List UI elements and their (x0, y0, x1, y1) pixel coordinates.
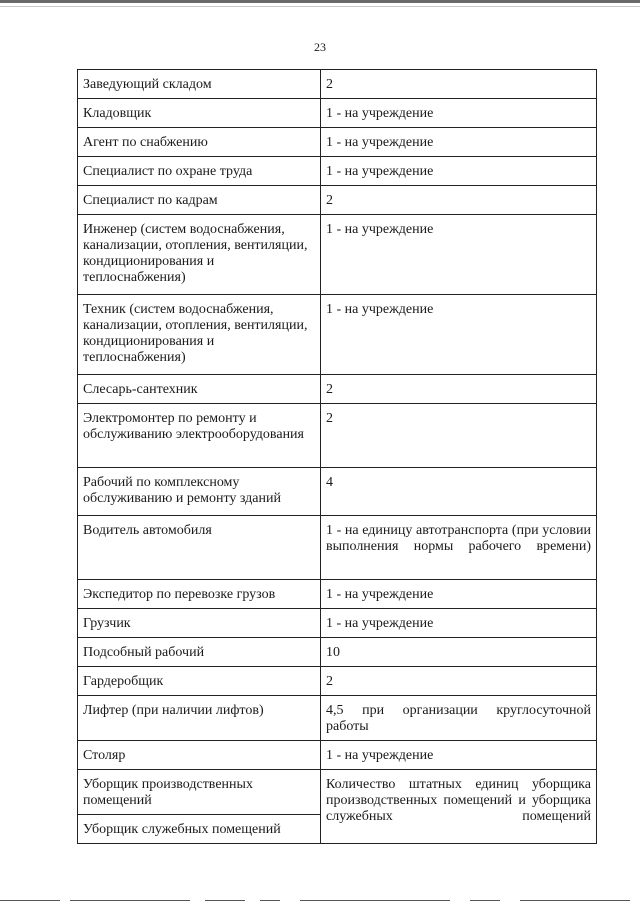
value-cell: 1 - на учреждение (321, 741, 597, 770)
table-row (78, 667, 597, 696)
table-row (78, 128, 597, 157)
position-cell: Подсобный рабочий (78, 638, 321, 667)
table-row (78, 609, 597, 638)
position-cell: Уборщик служебных помещений (78, 815, 321, 844)
position-cell: Специалист по кадрам (78, 186, 321, 215)
table-row (78, 770, 597, 815)
position-cell: Лифтер (при наличии лифтов) (78, 696, 321, 741)
table-row (78, 375, 597, 404)
page-number: 23 (314, 40, 326, 54)
position-cell: Столяр (78, 741, 321, 770)
value-cell: Количество штатных единиц уборщика производственных помещений и уборщика служебных помещений (321, 770, 597, 844)
position-cell: Экспедитор по перевозке грузов (78, 580, 321, 609)
position-cell: Гардеробщик (78, 667, 321, 696)
position-cell: Агент по снабжению (78, 128, 321, 157)
value-cell: 10 (321, 638, 597, 667)
table-row (78, 215, 597, 295)
position-cell: Водитель автомобиля (78, 516, 321, 580)
value-cell: 1 - на учреждение (321, 215, 597, 295)
value-cell: 1 - на учреждение (321, 580, 597, 609)
value-cell: 1 - на учреждение (321, 609, 597, 638)
position-cell: Рабочий по комплексному обслуживанию и ремонту зданий (78, 468, 321, 516)
table-row (78, 404, 597, 468)
position-cell: Электромонтер по ремонту и обслуживанию электрооборудования (78, 404, 321, 468)
value-cell: 4 (321, 468, 597, 516)
scan-top-border (0, 0, 640, 3)
value-cell: 2 (321, 404, 597, 468)
scan-bottom-border (0, 897, 640, 905)
position-cell: Заведующий складом (78, 70, 321, 99)
position-cell: Слесарь-сантехник (78, 375, 321, 404)
value-cell: 2 (321, 375, 597, 404)
position-cell: Инженер (систем водоснабжения, канализации, отопления, вентиляции, кондиционирования и теплоснабжения) (78, 215, 321, 295)
table-row (78, 516, 597, 580)
position-cell: Техник (систем водоснабжения, канализации, отопления, вентиляции, кондиционирования и теплоснабжения) (78, 295, 321, 375)
position-cell: Кладовщик (78, 99, 321, 128)
table-row (78, 186, 597, 215)
value-cell: 1 - на учреждение (321, 157, 597, 186)
value-cell: 2 (321, 186, 597, 215)
table-row (78, 99, 597, 128)
value-cell: 1 - на учреждение (321, 295, 597, 375)
table-row (78, 468, 597, 516)
value-cell: 4,5 при организации круглосуточной работы (321, 696, 597, 741)
value-cell: 2 (321, 667, 597, 696)
table-row (78, 696, 597, 741)
value-cell: 1 - на учреждение (321, 128, 597, 157)
scan-top-border-thin (0, 6, 640, 7)
value-cell: 1 - на единицу автотранспорта (при условии выполнения нормы рабочего времени) (321, 516, 597, 580)
value-cell: 2 (321, 70, 597, 99)
table-row (78, 580, 597, 609)
value-cell: 1 - на учреждение (321, 99, 597, 128)
table-row (78, 638, 597, 667)
table-row (78, 741, 597, 770)
table-row (78, 157, 597, 186)
position-cell: Специалист по охране труда (78, 157, 321, 186)
table-row (78, 295, 597, 375)
table-row (78, 70, 597, 99)
position-cell: Уборщик производственных помещений (78, 770, 321, 815)
staffing-table (77, 69, 597, 844)
position-cell: Грузчик (78, 609, 321, 638)
